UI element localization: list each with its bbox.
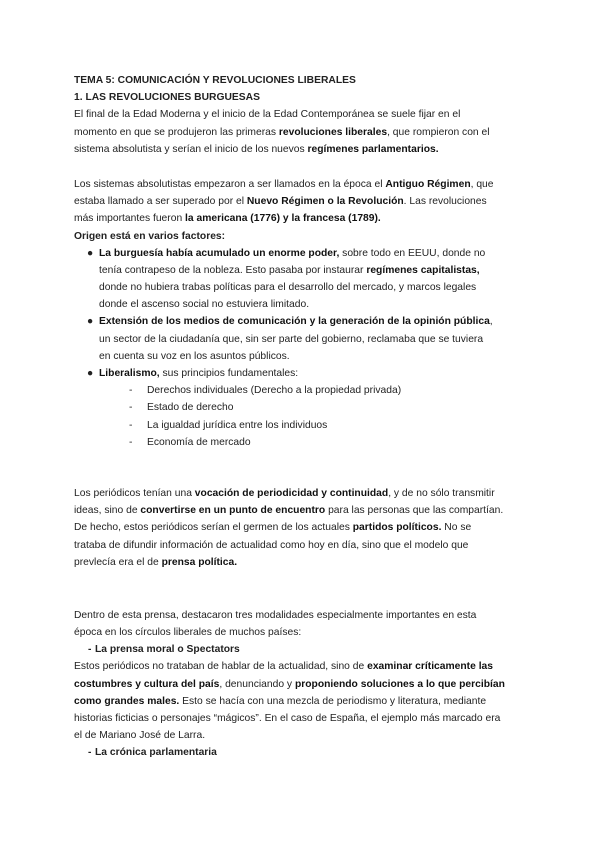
text: época en los círculos liberales de muchos países: <box>74 627 302 639</box>
factors-heading: Origen está en varios factores: <box>74 230 226 242</box>
sub-list-item <box>74 417 536 434</box>
text: Dentro de esta prensa, destacaron tres modalidades especialmente importantes en esta <box>74 609 477 621</box>
dash-icon: - <box>129 436 133 448</box>
text: momento en que se produjeron las primeras <box>74 126 279 138</box>
text: tenía contrapeso de la nobleza. Esto pasaba por instaurar <box>99 264 367 276</box>
bold-text: convertirse en un punto de encuentro <box>140 505 326 517</box>
bold-text: revoluciones liberales <box>278 126 388 138</box>
sub-list-item <box>74 399 536 416</box>
section-heading: 1. LAS REVOLUCIONES BURGUESAS <box>74 92 260 104</box>
text: , que <box>470 178 494 190</box>
paragraph-newspapers <box>74 485 536 571</box>
bold-text: partidos políticos. <box>352 522 442 534</box>
text: un sector de la ciudadanía que, sin ser parte del gobierno, reclamaba que se tuviera <box>99 333 484 345</box>
modality-heading <box>74 744 536 761</box>
text: La crónica parlamentaria <box>95 747 217 759</box>
bold-text: La burguesía había acumulado un enorme poder, <box>99 247 340 259</box>
list-item <box>74 365 536 382</box>
paragraph-modalities <box>74 607 536 641</box>
dash-icon: - <box>129 419 133 431</box>
bold-text: costumbres y cultura del país <box>74 678 220 690</box>
text: La igualdad jurídica entre los individuos <box>147 419 328 431</box>
text: Estado de derecho <box>147 402 234 414</box>
paragraph-intro <box>74 106 536 158</box>
text: sus principios fundamentales: <box>159 368 299 379</box>
text: trataba de difundir información de actualidad como hoy en día, sino que el modelo que <box>74 539 469 551</box>
text: en cuenta su voz en los asuntos públicos. <box>99 350 290 362</box>
sub-list-item <box>74 434 536 451</box>
text: sobre todo en EEUU, donde no <box>339 247 486 259</box>
text: , denunciando y <box>219 678 295 690</box>
text: sistema absolutista y serían el inicio de los nuevos <box>74 143 308 155</box>
text: Los sistemas absolutistas empezaron a ser llamados en la época el <box>74 178 386 190</box>
text: Los periódicos tenían una <box>74 487 195 499</box>
modality-heading <box>74 641 536 658</box>
bullet-list <box>74 245 536 451</box>
text: historias ficticias o personajes “mágicos”. En el caso de España, el ejemplo más marcado era <box>74 713 501 724</box>
text: estaba llamado a ser superado por el <box>74 196 247 208</box>
dash-icon: - <box>88 644 92 656</box>
text: No se <box>441 522 472 534</box>
bold-text: examinar críticamente las <box>367 661 494 673</box>
text: para las personas que las compartían. <box>325 505 504 517</box>
text: Esto se hacía con una mezcla de periodismo y literatura, mediante <box>179 695 487 707</box>
text: . Las revoluciones <box>403 196 487 208</box>
bold-text: Antiguo Régimen <box>385 178 471 190</box>
bullet-icon: ● <box>87 368 94 379</box>
text: , que rompieron con el <box>387 126 490 138</box>
bold-text: regímenes capitalistas, <box>366 264 480 276</box>
list-item <box>74 313 536 365</box>
dash-icon: - <box>129 385 133 397</box>
bold-text: Extensión de los medios de comunicación y la generación de la opinión pública <box>99 316 490 328</box>
bold-text: regímenes parlamentarios. <box>307 143 439 155</box>
paragraph-absolutism <box>74 176 536 245</box>
bullet-icon: ● <box>87 316 94 328</box>
document-title: TEMA 5: COMUNICACIÓN Y REVOLUCIONES LIBERALES <box>74 75 356 86</box>
bold-text: como grandes males. <box>74 695 180 707</box>
bullet-icon: ● <box>87 247 94 259</box>
text: , <box>489 316 493 328</box>
bold-text: vocación de periodicidad y continuidad <box>194 487 389 499</box>
dash-icon: - <box>88 747 92 759</box>
sub-list-item <box>74 382 536 399</box>
text: , y de no sólo transmitir <box>388 487 495 499</box>
text: donde no hubiera trabas políticas para el desarrollo del mercado, y marcos legales <box>99 282 477 294</box>
text: De hecho, estos periódicos serían el germen de los actuales <box>74 522 353 534</box>
text: La prensa moral o Spectators <box>95 644 240 656</box>
bold-text: proponiendo soluciones a lo que percibían <box>294 678 505 690</box>
bold-text: la americana (1776) y la francesa (1789). <box>185 213 381 225</box>
paragraph-moral-press <box>74 658 536 744</box>
text: El final de la Edad Moderna y el inicio de la Edad Contemporánea se suele fijar en el <box>74 109 461 121</box>
text: el de Mariano José de Larra. <box>74 730 206 742</box>
bold-text: prensa política. <box>161 556 238 568</box>
list-item <box>74 245 536 314</box>
bold-text: Liberalismo, <box>99 368 160 379</box>
text: más importantes fueron <box>74 213 186 225</box>
dash-icon: - <box>129 402 133 414</box>
text: Economía de mercado <box>147 436 251 448</box>
document-page <box>74 72 536 762</box>
text: ideas, sino de <box>74 505 141 517</box>
text: Derechos individuales (Derecho a la propiedad privada) <box>147 385 402 397</box>
text: Estos periódicos no trataban de hablar de la actualidad, sino de <box>74 661 368 673</box>
bold-text: Nuevo Régimen o la Revolución <box>246 196 404 208</box>
text: prevlecía era el de <box>74 556 162 568</box>
text: donde el ascenso social no estuviera limitado. <box>99 299 310 311</box>
